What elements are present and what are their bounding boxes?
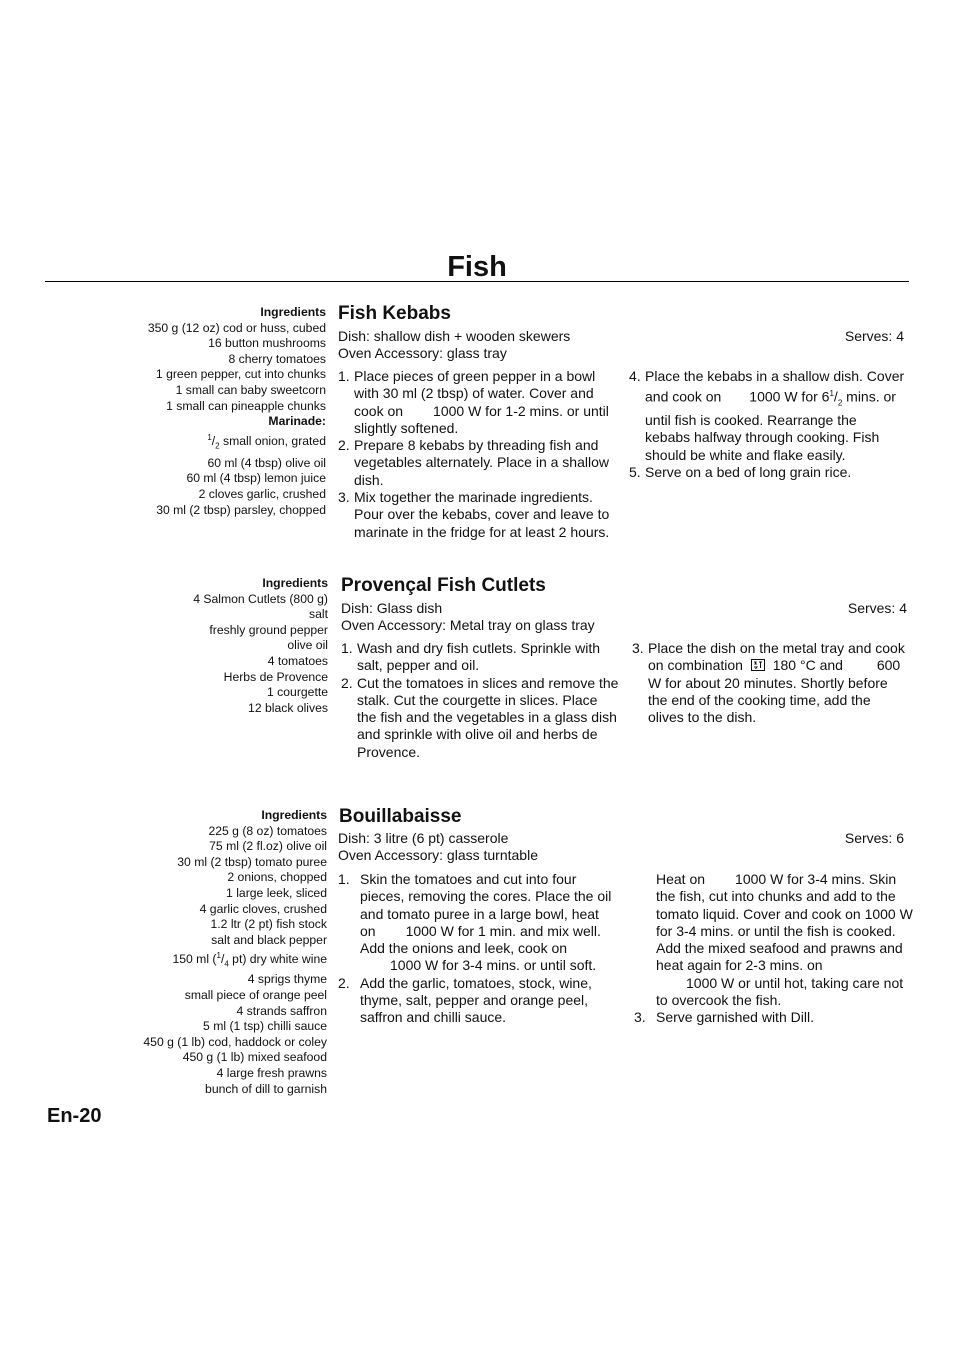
ingredient-item: 60 ml (4 tbsp) olive oil [207,455,326,470]
ingredient-item: 4 Salmon Cutlets (800 g) [193,591,328,606]
ingredient-item: 1 small can pineapple chunks [166,398,326,413]
ingredient-item: 4 strands saffron [236,1003,327,1018]
ingredient-item: 2 cloves garlic, crushed [198,487,326,502]
ingredients-header: Ingredients [262,576,328,590]
serves-info: Serves: 6 [844,830,904,846]
step-item: 3. Mix together the marinade ingredients. Pour over the kebabs, cover and leave to marinate in the fridge for at least 2 hours. [338,489,610,540]
step-item: 3. Place the dish on the metal tray and cook on combination 180 °C and 600 W for about 20 minutes. Shortly before the end of the cooking time, add the olives to the dish. [632,640,905,726]
accessory-info: Oven Accessory: glass tray [338,345,507,361]
ingredient-item: $^1/_2$ small onion, grated [207,432,326,451]
ingredient-item: 1 large leek, sliced [226,885,327,900]
ingredients-list-cutlets [28,576,328,716]
ingredient-item: olive oil [287,638,328,653]
steps-column-right [634,871,914,1027]
steps-column-right [632,640,908,726]
recipe-title-cutlets: Provençal Fish Cutlets [341,575,546,596]
steps-column-left [338,871,618,1027]
ingredient-item: 60 ml (4 tbsp) lemon juice [186,471,326,486]
ingredient-item: 1 courgette [267,685,328,700]
recipe-title-bouillabaisse: Bouillabaisse [339,806,462,827]
ingredients-list-bouillabaisse [7,808,327,1097]
ingredient-item: 2 onions, chopped [227,870,327,885]
ingredient-item: 5 ml (1 tsp) chilli sauce [203,1019,327,1034]
ingredient-item: salt [309,607,328,622]
ingredient-item: Herbs de Provence [223,669,328,684]
ingredient-item: 150 ml ($^1/_4$ pt) dry white wine [172,951,327,969]
step-item: Heat on 1000 W for 3-4 mins. Skin the fish, cut into chunks and add to the tomato liquid. Cover and cook on 1000 W for 3-4 mins. or until the fish is cooked. Add the mixed seafood and prawns and heat again for 2-3 mins. on 1000 W or until hot, taking care not to overcook the fish. [656,871,913,1009]
ingredient-item: 4 tomatoes [267,653,328,668]
grill-combination-icon [751,659,765,671]
ingredient-item: 1.2 ltr (2 pt) fish stock [210,917,327,932]
steps-column-left [341,640,619,761]
ingredient-item: 4 sprigs thyme [247,972,327,987]
accessory-info: Oven Accessory: glass turntable [338,847,538,863]
ingredient-item: 12 black olives [248,700,328,715]
steps-column-left [338,368,614,541]
recipe-title-kebabs: Fish Kebabs [338,303,451,324]
ingredient-item: 75 ml (2 fl.oz) olive oil [209,839,327,854]
ingredients-list-kebabs [26,305,326,518]
serves-info: Serves: 4 [844,328,904,344]
ingredient-item: 450 g (1 lb) cod, haddock or coley [143,1034,327,1049]
accessory-info: Oven Accessory: Metal tray on glass tray [341,617,595,633]
ingredient-item: salt and black pepper [211,932,327,947]
serves-info: Serves: 4 [847,600,907,616]
ingredient-item: 1 green pepper, cut into chunks [155,367,326,382]
step-item: 3. Serve garnished with Dill. [634,1009,814,1026]
dish-info: Dish: shallow dish + wooden skewers [338,328,571,344]
dish-info: Dish: 3 litre (6 pt) casserole [338,830,509,846]
steps-column-right [629,368,905,481]
title-divider [45,281,909,282]
ingredient-item: 4 large fresh prawns [216,1066,327,1080]
step-item: 5. Serve on a bed of long grain rice. [629,463,852,480]
step-item: 1. Place pieces of green pepper in a bowl with 30 ml (2 tbsp) of water. Cover and cook on 1000 W for 1-2 mins. or until slightly softened. [338,368,609,436]
step-item: 2. Add the garlic, tomatoes, stock, wine, thyme, salt, pepper and orange peel, saffron and chilli sauce. [338,974,592,1026]
ingredient-item: 4 garlic cloves, crushed [199,901,327,916]
dish-info: Dish: Glass dish [341,600,443,616]
page-title: Fish [447,251,507,283]
ingredient-item: small piece of orange peel [184,988,327,1003]
ingredients-header: Ingredients [260,305,326,319]
ingredient-item: 30 ml (2 tbsp) tomato puree [177,854,327,869]
ingredient-item: 1 small can baby sweetcorn [175,382,326,397]
page-number: En-20 [47,1105,102,1127]
ingredients-header: Ingredients [261,808,327,822]
step-item: 1. Skin the tomatoes and cut into four pieces, removing the cores. Place the oil and tomato puree in a large bowl, heat on 1000 W for 1 min. and mix well. Add the onions and leek, cook on 1000 W for 3-4 mins. or until soft. [338,871,612,974]
marinade-header: Marinade: [268,414,326,429]
ingredient-item: bunch of dill to garnish [205,1081,327,1096]
ingredient-item: 450 g (1 lb) mixed seafood [182,1050,327,1065]
ingredient-item: 8 cherry tomatoes [228,351,326,366]
step-item: 2. Prepare 8 kebabs by threading fish and vegetables alternately. Place in a shallow dish. [338,437,610,488]
step-item: 1. Wash and dry fish cutlets. Sprinkle with salt, pepper and oil. [341,640,601,674]
step-item: 2. Cut the tomatoes in slices and remove the stalk. Cut the courgette in slices. Place the fish and the vegetables in a glass dish and sprinkle with olive oil and herbs de Provence. [341,674,619,760]
ingredient-item: 225 g (8 oz) tomatoes [208,823,327,838]
ingredient-item: 16 button mushrooms [208,336,326,351]
ingredient-item: 30 ml (2 tbsp) parsley, chopped [156,502,326,517]
step-item: 4. Place the kebabs in a shallow dish. Cover and cook on 1000 W for $6^1/_2$ mins. or until fish is cooked. Rearrange the kebabs halfway through cooking. Fish should be white and flake easily. [629,368,905,463]
ingredient-item: 350 g (12 oz) cod or huss, cubed [147,320,326,335]
ingredient-item: freshly ground pepper [209,622,328,637]
